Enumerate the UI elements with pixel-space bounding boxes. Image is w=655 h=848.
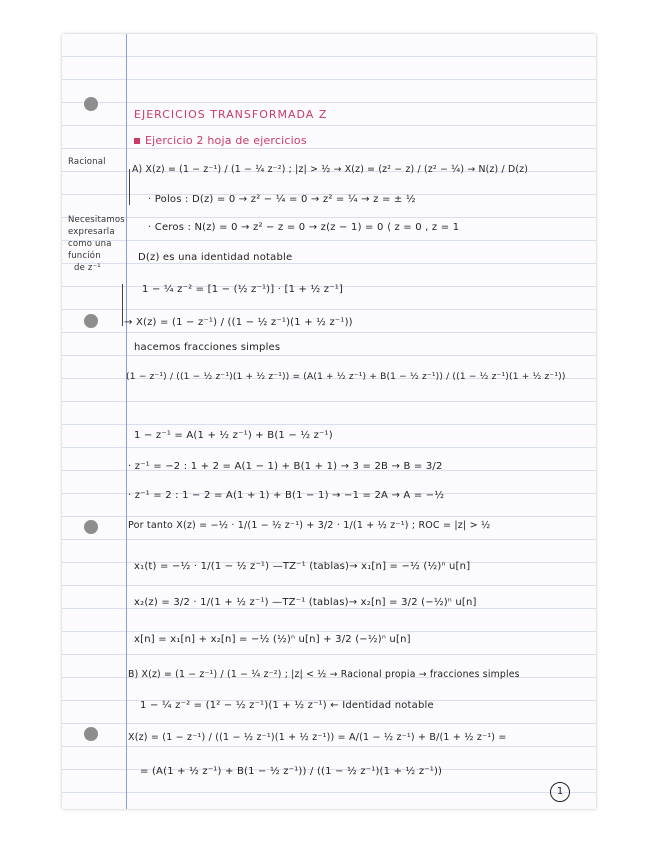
eq-line: → X(z) = (1 − z⁻¹) / ((1 − ½ z⁻¹)(1 + ½ z⁻¹)) <box>124 317 353 328</box>
eq-line: = (A(1 + ½ z⁻¹) + B(1 − ½ z⁻¹)) / ((1 − ½ z⁻¹)(1 + ½ z⁻¹)) <box>140 766 443 777</box>
exercise-subtitle <box>134 134 307 147</box>
bracket-line <box>122 284 123 326</box>
page-number: 1 <box>550 782 570 802</box>
eq-line: x₁(t) = −½ · 1/(1 − ½ z⁻¹) —TZ⁻¹ (tablas)→ x₁[n] = −½ (½)ⁿ u[n] <box>134 561 471 572</box>
note-line: de z⁻¹ <box>74 263 101 273</box>
eq-line: hacemos fracciones simples <box>134 342 281 353</box>
punch-hole <box>84 520 98 534</box>
punch-hole <box>84 97 98 111</box>
eq-line: · z⁻¹ = −2 : 1 + 2 = A(1 − 1) + B(1 + 1) → 3 = 2B → B = 3/2 <box>128 461 443 472</box>
note-racional: Racional <box>68 157 106 167</box>
eq-line: D(z) es una identidad notable <box>138 252 293 263</box>
eq-line: B) X(z) = (1 − z⁻¹) / (1 − ¼ z⁻²) ; |z| < ½ → Racional propia → fracciones simples <box>128 669 520 680</box>
page-title: EJERCICIOS TRANSFORMADA Z <box>134 108 328 121</box>
eq-line: x[n] = x₁[n] + x₂[n] = −½ (½)ⁿ u[n] + 3/2 (−½)ⁿ u[n] <box>134 634 411 645</box>
subtitle-text: Ejercicio 2 hoja de ejercicios <box>145 134 307 147</box>
eq-line: · z⁻¹ = 2 : 1 − 2 = A(1 + 1) + B(1 − 1) → −1 = 2A → A = −½ <box>128 490 445 501</box>
eq-line: Por tanto X(z) = −½ · 1/(1 − ½ z⁻¹) + 3/2 · 1/(1 + ½ z⁻¹) ; ROC = |z| > ½ <box>128 520 491 531</box>
note-line: función <box>68 251 101 261</box>
punch-hole <box>84 727 98 741</box>
punch-hole <box>84 314 98 328</box>
eq-line: 1 − ¼ z⁻² = [1 − (½ z⁻¹)] · [1 + ½ z⁻¹] <box>142 284 343 295</box>
eq-line: 1 − ¼ z⁻² = (1² − ½ z⁻¹)(1 + ½ z⁻¹) ← Identidad notable <box>140 700 434 711</box>
note-line: como una <box>68 239 112 249</box>
eq-line: (1 − z⁻¹) / ((1 − ½ z⁻¹)(1 + ½ z⁻¹)) = (A(1 + ½ z⁻¹) + B(1 − ½ z⁻¹)) / ((1 − ½ z⁻¹)(1 + ½ z⁻¹)) <box>126 372 566 382</box>
eq-line: 1 − z⁻¹ = A(1 + ½ z⁻¹) + B(1 − ½ z⁻¹) <box>134 430 333 441</box>
margin-line <box>126 34 127 809</box>
arrow-line <box>129 169 130 205</box>
eq-line: A) X(z) = (1 − z⁻¹) / (1 − ¼ z⁻²) ; |z| > ½ → X(z) = (z² − z) / (z² − ¼) → N(z) / D(z) <box>132 164 529 175</box>
notebook-page <box>62 34 596 809</box>
bullet-icon <box>134 138 140 144</box>
note-line: expresarla <box>68 227 115 237</box>
eq-line: · Ceros : N(z) = 0 → z² − z = 0 → z(z − 1) = 0 ⟨ z = 0 , z = 1 <box>148 222 460 233</box>
eq-line: · Polos : D(z) = 0 → z² − ¼ = 0 → z² = ¼ → z = ± ½ <box>148 194 416 205</box>
eq-line: X(z) = (1 − z⁻¹) / ((1 − ½ z⁻¹)(1 + ½ z⁻¹)) = A/(1 − ½ z⁻¹) + B/(1 + ½ z⁻¹) = <box>128 732 507 743</box>
eq-line: x₂(z) = 3/2 · 1/(1 + ½ z⁻¹) —TZ⁻¹ (tablas)→ x₂[n] = 3/2 (−½)ⁿ u[n] <box>134 597 477 608</box>
note-line: Necesitamos <box>68 215 125 225</box>
